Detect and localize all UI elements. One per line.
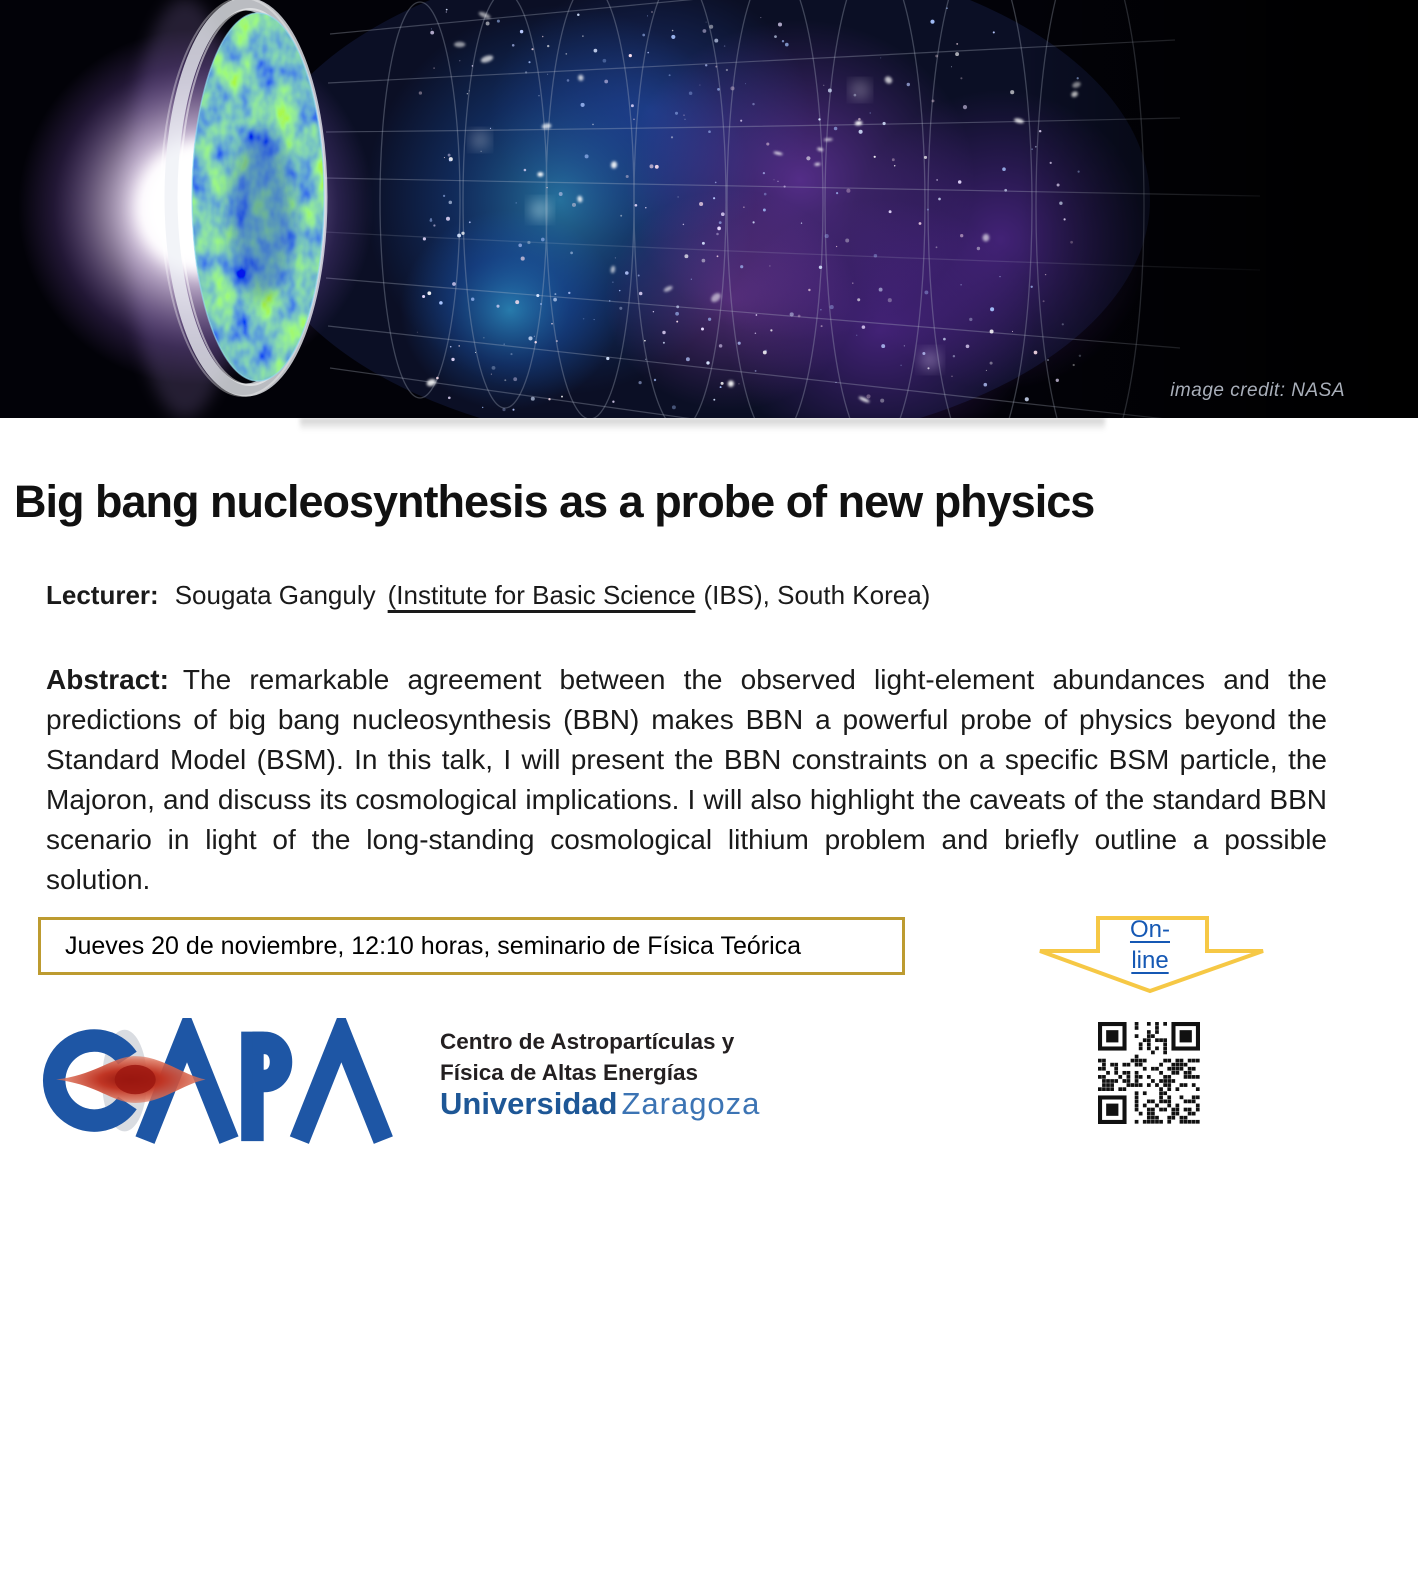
abstract-body: The remarkable agreement between the observed light-element abundances and the predictions of big bang nucleosynthesis (BBN) makes BBN a powerful probe of physics beyond the Standard Model (BSM). In this talk, I will present the BBN constraints on a specific BSM particle, the Majoron, and discuss its cosmological implications. I will also highlight the caveats of the standard BBN scenario in light of the long-standing cosmological lithium problem and briefly outline a possible solution. — [46, 664, 1327, 895]
university-name-light: Zaragoza — [621, 1086, 761, 1121]
online-link-line1[interactable]: On- — [1129, 916, 1170, 943]
event-details-text: Jueves 20 de noviembre, 12:10 horas, seminario de Física Teórica — [65, 931, 802, 960]
event-details-box — [38, 917, 905, 975]
abstract-label: Abstract: — [46, 664, 169, 695]
abstract-paragraph — [46, 660, 1327, 900]
online-link-line2[interactable]: line — [1131, 947, 1169, 974]
affiliation-rest: (IBS), South Korea) — [703, 580, 931, 610]
org-name-line1: Centro de Astropartículas y — [440, 1029, 735, 1054]
university-wordmark — [440, 1086, 760, 1122]
qr-code — [1098, 1022, 1200, 1124]
org-name — [440, 1026, 734, 1088]
lecturer-label: Lecturer: — [46, 580, 159, 610]
university-name-bold: Universidad — [440, 1086, 618, 1121]
org-name-line2: Física de Altas Energías — [440, 1060, 699, 1085]
capa-letter-a2 — [299, 1035, 383, 1141]
page-title: Big bang nucleosynthesis as a probe of new physics — [14, 476, 1095, 528]
online-arrow-block — [1030, 905, 1270, 1017]
big-bang-illustration — [0, 0, 1418, 418]
lecturer-line — [46, 580, 930, 611]
online-link[interactable] — [1030, 914, 1270, 976]
lecturer-name: Sougata Ganguly — [174, 580, 376, 610]
capa-logo — [38, 1018, 420, 1145]
hero-image — [0, 0, 1418, 418]
affiliation-link[interactable]: (Institute for Basic Science — [387, 580, 696, 610]
hero-shadow — [300, 418, 1105, 431]
image-credit: image credit: NASA — [1170, 380, 1345, 401]
